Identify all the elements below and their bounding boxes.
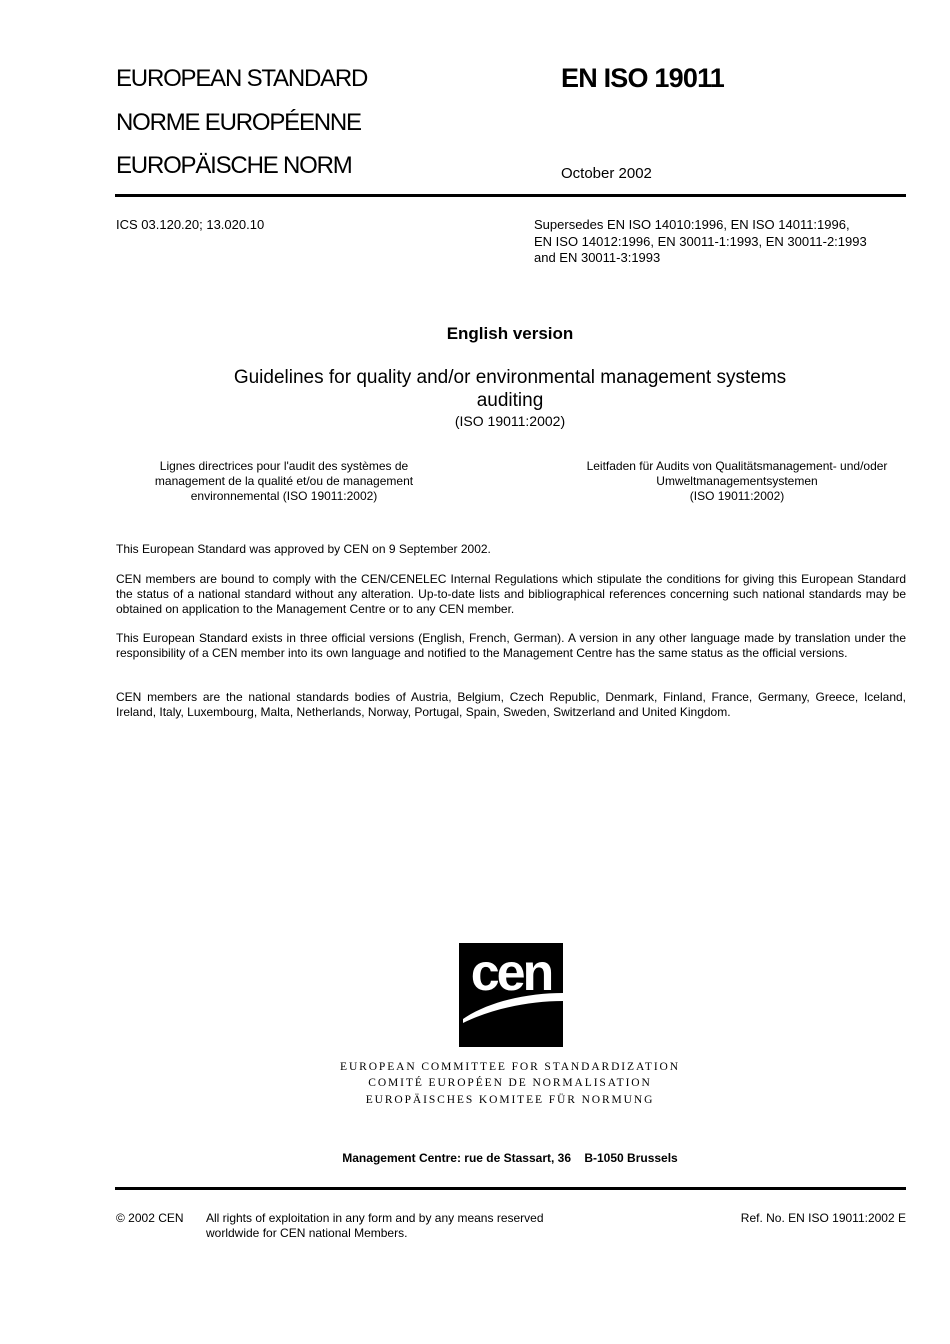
version-heading: English version (446, 324, 574, 343)
cen-name-de: EUROPÄISCHES KOMITEE FÜR NORMUNG (365, 1094, 655, 1106)
german-title (566, 459, 908, 504)
french-title (135, 459, 433, 504)
reference-number: Ref. No. EN ISO 19011:2002 E (740, 1211, 906, 1225)
cen-name-fr: COMITÉ EUROPÉEN DE NORMALISATION (368, 1077, 652, 1089)
management-centre-address: Management Centre: rue de Stassart, 36 B-1050 Brussels (342, 1151, 678, 1165)
cen-name-en: EUROPEAN COMMITTEE FOR STANDARDIZATION (340, 1061, 680, 1073)
cen-logo-text: cen (470, 944, 552, 1002)
supersedes-line: and EN 30011-3:1993 (534, 250, 661, 265)
iso-reference: (ISO 19011:2002) (454, 413, 566, 429)
title-line: Guidelines for quality and/or environmental management systems (233, 367, 787, 388)
german-title-line: Leitfaden für Audits von Qualitätsmanagement- und/oder (586, 459, 888, 473)
document-title (160, 366, 860, 412)
standard-name-de: EUROPÄISCHE NORM (116, 152, 352, 179)
french-title-line: environnemental (ISO 19011:2002) (190, 489, 378, 503)
members-paragraph: CEN members are the national standards bodies of Austria, Belgium, Czech Republic, Denmark, Finland, France, Germany, Greece, Iceland, Ireland, Italy, Luxembourg, Malta, Netherlands, Norway, Portugal, Spain, Sweden, Switzerland and United Kingdom. (116, 690, 906, 719)
title-line: auditing (476, 390, 544, 411)
standard-name-en: EUROPEAN STANDARD (116, 65, 368, 92)
rights-line: All rights of exploitation in any form and by any means reserved (206, 1211, 544, 1225)
ics-codes: ICS 03.120.20; 13.020.10 (116, 217, 265, 232)
footer-divider (115, 1187, 906, 1190)
compliance-paragraph: CEN members are bound to comply with the CEN/CENELEC Internal Regulations which stipulate the conditions for giving this European Standard the status of a national standard without any alteration. Up-to-date lists and bibliographical references concerning such national standards may be obtained on application to the Management Centre or to any CEN member. (116, 572, 906, 616)
document-number: EN ISO 19011 (561, 63, 725, 93)
french-title-line: management de la qualité et/ou de management (154, 474, 414, 488)
german-title-line: Umweltmanagementsystemen (656, 474, 818, 488)
versions-paragraph: This European Standard exists in three official versions (English, French, German). A version in any other language made by translation under the responsibility of a CEN member into its own language and notified to the Management Centre has the same status as the official versions. (116, 631, 906, 660)
supersedes-line: EN ISO 14012:1996, EN 30011-1:1993, EN 30011-2:1993 (534, 233, 867, 249)
french-title-line: Lignes directrices pour l'audit des systèmes de (159, 459, 409, 473)
approval-paragraph: This European Standard was approved by CEN on 9 September 2002. (116, 542, 491, 556)
cen-logo (459, 943, 563, 1047)
standard-name-fr: NORME EUROPÉENNE (116, 109, 361, 136)
header-divider (115, 194, 906, 197)
supersedes-block (534, 217, 914, 267)
copyright: © 2002 CEN (116, 1211, 184, 1225)
rights-notice (206, 1211, 606, 1241)
german-title-line: (ISO 19011:2002) (689, 489, 785, 503)
publication-date: October 2002 (561, 165, 652, 182)
rights-line: worldwide for CEN national Members. (206, 1226, 408, 1240)
supersedes-line: Supersedes EN ISO 14010:1996, EN ISO 14011:1996, (534, 217, 850, 232)
